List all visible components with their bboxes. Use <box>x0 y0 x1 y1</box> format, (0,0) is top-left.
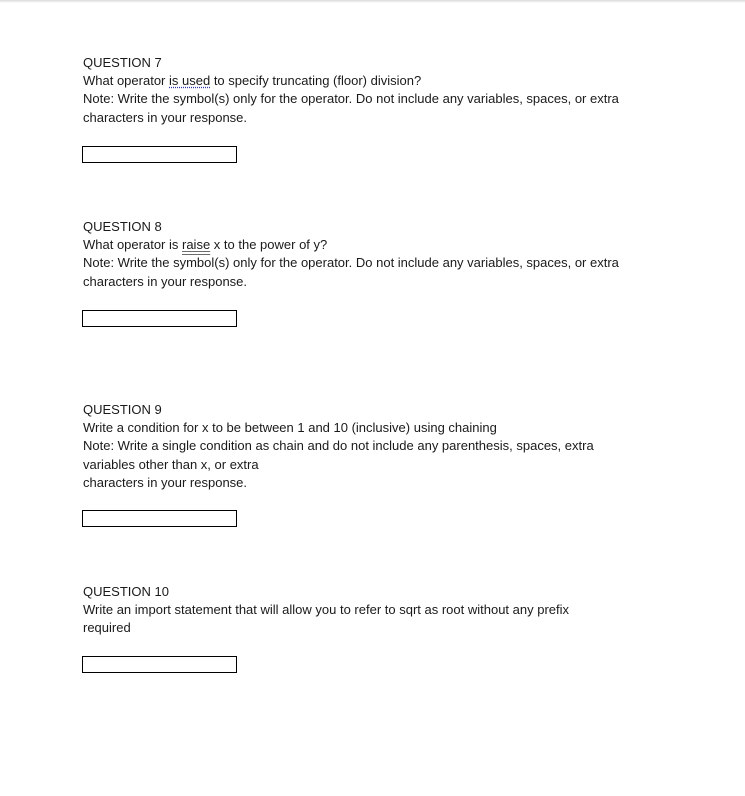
page-top-edge <box>0 0 745 3</box>
question-8-heading: QUESTION 8 <box>83 219 162 234</box>
question-8-note-line-2: characters in your response. <box>83 273 248 289</box>
question-7-heading: QUESTION 7 <box>83 55 162 70</box>
question-8-prompt <box>83 236 663 254</box>
question-7-note-line-1: Note: Write the symbol(s) only for the operator. Do not include any variables, spaces, or extra <box>83 91 619 107</box>
question-9-answer-field[interactable] <box>82 510 237 527</box>
question-7-note-line-2: characters in your response. <box>83 109 248 125</box>
question-7 <box>83 54 663 127</box>
question-9 <box>83 401 663 492</box>
question-9-heading: QUESTION 9 <box>83 402 162 417</box>
question-8-grammar-flag[interactable]: raise <box>182 237 211 253</box>
question-9-note-line-1: Note: Write a single condition as chain and do not include any parenthesis, spaces, extra <box>83 438 594 454</box>
question-10-prompt-line-2: required <box>83 620 131 636</box>
question-9-note-line-3: characters in your response. <box>83 474 248 490</box>
question-7-prompt-start: What operator <box>83 73 169 89</box>
question-8-answer-field[interactable] <box>82 310 237 327</box>
question-8-note-line-1: Note: Write the symbol(s) only for the operator. Do not include any variables, spaces, or extra <box>83 255 619 271</box>
question-10 <box>83 583 663 638</box>
question-10-heading: QUESTION 10 <box>83 584 169 599</box>
question-10-answer-field[interactable] <box>82 656 237 673</box>
question-9-note-line-2: variables other than x, or extra <box>83 456 259 472</box>
question-10-prompt-line-1: Write an import statement that will allow you to refer to sqrt as root without any prefix <box>83 602 570 618</box>
question-8 <box>83 218 663 291</box>
question-7-answer-field[interactable] <box>82 146 237 163</box>
question-7-grammar-flag[interactable]: is used <box>169 73 211 89</box>
question-8-prompt-end: x to the power of y? <box>210 237 328 253</box>
question-9-prompt: Write a condition for x to be between 1 and 10 (inclusive) using chaining <box>83 420 497 436</box>
question-7-prompt <box>83 72 663 90</box>
question-8-prompt-start: What operator is <box>83 237 182 253</box>
question-7-prompt-end: to specify truncating (floor) division? <box>210 73 422 89</box>
